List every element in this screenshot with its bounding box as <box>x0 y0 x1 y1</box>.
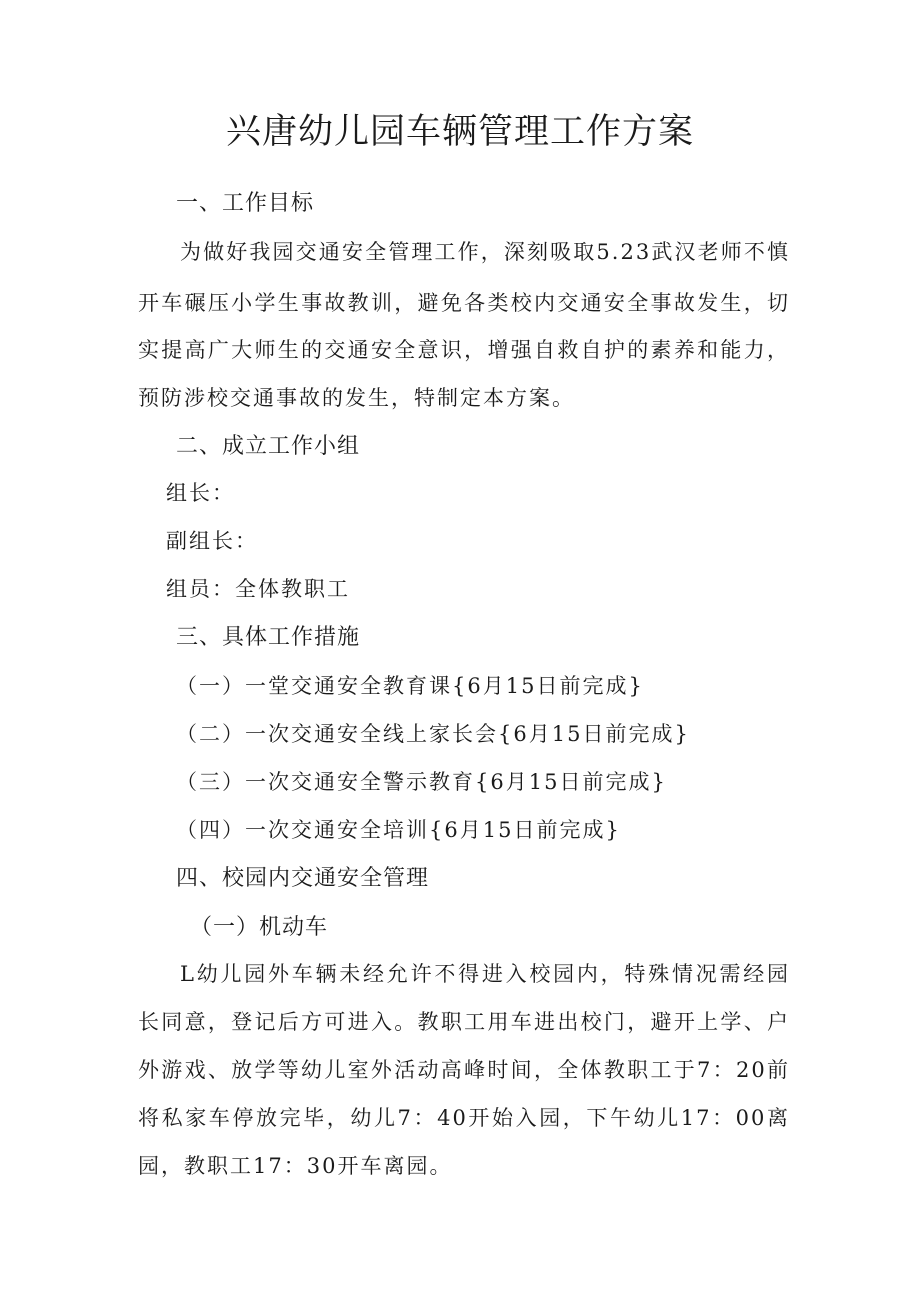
measure-item: （二）一次交通安全线上家长会{6月15日前完成} <box>176 722 690 746</box>
section-heading-goals: 一、工作目标 <box>176 191 315 216</box>
measure-item: （四）一次交通安全培训{6月15日前完成} <box>176 818 621 842</box>
team-leader: 组长： <box>166 481 235 505</box>
measure-item: （三）一次交通安全警示教育{6月15日前完成} <box>176 770 667 794</box>
paragraph-line: 园，教职工17：30开车离园。 <box>138 1154 453 1178</box>
subheading-motor-vehicles: （一）机动车 <box>190 915 329 940</box>
team-members: 组员：全体教职工 <box>166 577 350 601</box>
paragraph-line: L幼儿园外车辆未经允许不得进入校园内，特殊情况需经园 <box>180 962 790 986</box>
team-deputy: 副组长： <box>166 529 258 553</box>
section-heading-team: 二、成立工作小组 <box>176 434 361 459</box>
paragraph-line: 实提高广大师生的交通安全意识，增强自救自护的素养和能力， <box>138 338 790 362</box>
paragraph-line: 开车碾压小学生事故教训，避免各类校内交通安全事故发生，切 <box>138 291 790 315</box>
paragraph-line: 长同意，登记后方可进入。教职工用车进出校门，避开上学、户 <box>138 1010 790 1034</box>
measure-item: （一）一堂交通安全教育课{6月15日前完成} <box>176 674 644 698</box>
document-title: 兴唐幼儿园车辆管理工作方案 <box>225 112 694 152</box>
paragraph-line: 外游戏、放学等幼儿室外活动高峰时间，全体教职工于7：20前 <box>138 1058 790 1082</box>
section-heading-measures: 三、具体工作措施 <box>176 625 361 650</box>
paragraph-line: 为做好我园交通安全管理工作，深刻吸取5.23武汉老师不慎 <box>180 240 790 264</box>
section-heading-campus-traffic: 四、校园内交通安全管理 <box>176 866 430 891</box>
paragraph-line: 将私家车停放完毕，幼儿7：40开始入园，下午幼儿17：00离 <box>138 1106 790 1130</box>
paragraph-line: 预防涉校交通事故的发生，特制定本方案。 <box>138 386 575 410</box>
